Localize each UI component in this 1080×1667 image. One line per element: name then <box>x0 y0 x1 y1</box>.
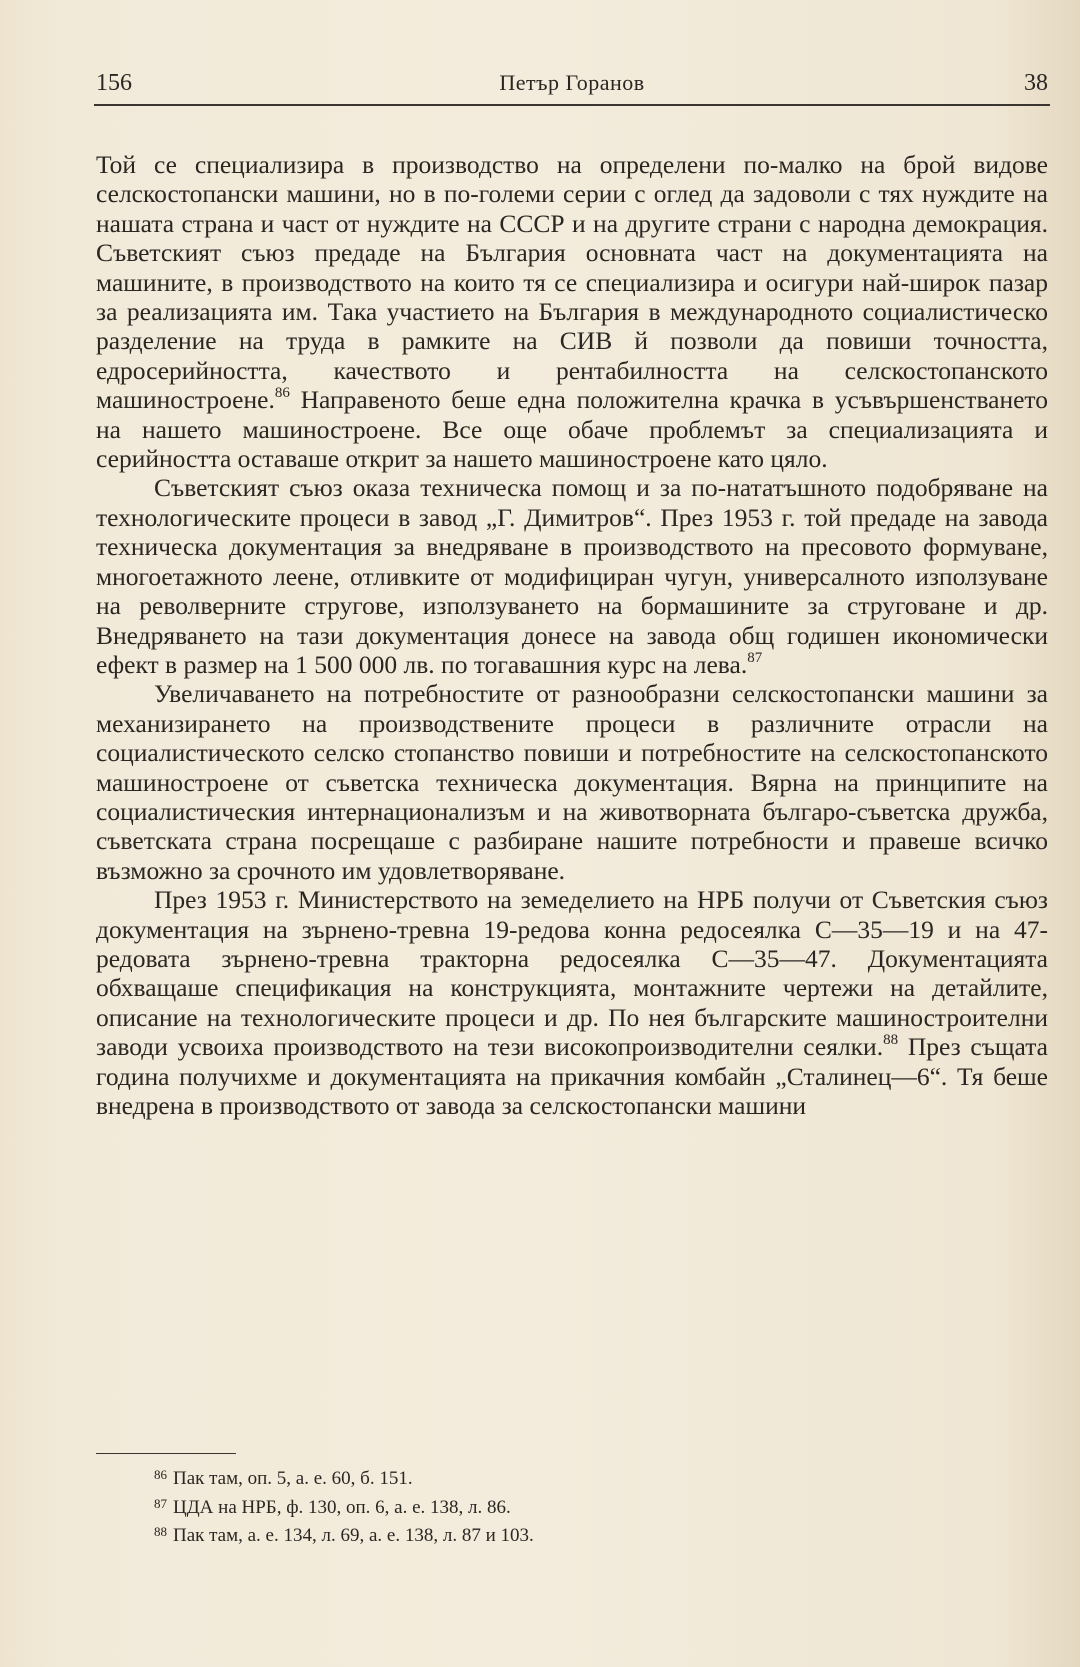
footnotes <box>154 1463 1034 1549</box>
footnote-ref-87: 87 <box>747 649 763 666</box>
header-rule <box>94 104 1050 106</box>
paragraph-2: Съветският съюз оказа техническа помощ и за по-нататъшното подобряване на технологическите процеси в завод „Г. Димитров“. През 1953 г. той предаде на завода техническа документация за внедряване в производството на пресовото формуване, многоетажното леене, отливките от модифициран чугун, универсалното използуване на револверните стругове, използуването на бормашините за струговане и др. Внедряването на тази документация донесе на завода общ годишен икономически ефект в размер на 1 500 000 лв. по тогавашния курс на лева.$^{87}$ <box>96 473 1048 679</box>
running-head <box>96 70 1048 102</box>
main-text <box>96 150 1048 1120</box>
paragraph-1: Той се специализира в производство на определени по-малко на брой видове селскостопански машини, но в по-големи серии с оглед да задоволи с тях нуждите на нашата страна и част от нуждите на СССР и на другите страни с народна демокрация. Съветският съюз предаде на България основната част на документацията на машините, в производството на които тя се специализира и осигури най-широк пазар за реализацията им. Така участието на България в международното социалистическо разделение на труда в рамките на СИВ й позволи да повиши точността, едросерийността, качеството и рентабилността на селскостопанското машиностроене.$^{86}$ Направеното беше една положителна крачка в усъвършенстването на нашето машиностроене. Все още обаче проблемът за специализацията и серийността оставаше открит за нашето машиностроене като цяло. <box>96 150 1048 474</box>
footnote-87: $^{87}$ ЦДА на НРБ, ф. 130, оп. 6, а. е. 138, л. 86. <box>154 1495 511 1518</box>
footnote-86: $^{86}$ Пак там, оп. 5, а. е. 60, б. 151. <box>154 1467 413 1489</box>
footnote-rule <box>96 1453 236 1454</box>
footnote-ref-86: 86 <box>274 385 290 402</box>
running-title: Петър Горанов <box>499 70 645 95</box>
footnote-ref-88: 88 <box>883 1032 899 1049</box>
paragraph-4: През 1953 г. Министерството на земеделието на НРБ получи от Съветския съюз документация на зърнено-тревна 19-редова конна редосеялка С—35—19 и на 47-редовата зърнено-тревна тракторна редосеялка С—35—47. Документацията обхващаше спецификация на конструкцията, монтажните чертежи на детайлите, описание на технологическите процеси и др. По нея българските машиностроителни заводи усвоиха производството на тези високопроизводителни сеялки.$^{88}$ През същата година получихме и документацията на прикачния комбайн „Сталинец—6“. Тя беше внедрена в производството от завода за селскостопански машини <box>96 885 1048 1120</box>
section-number: 38 <box>1024 70 1048 96</box>
paragraph-3: Увеличаването на потребностите от разнообразни селскостопански машини за механизирането на производствените процеси в различните отрасли на социалистическото селско стопанство повиши и потребностите на селскостопанското машиностроене от съветска техническа документация. Вярна на принципите на социалистическия интернационализъм и на животворната българо-съветска дружба, съветската страна посрещаше с разбиране нашите потребности и правеше всичко възможно за срочното им удовлетворяване. <box>96 679 1048 885</box>
footnote-88: $^{88}$ Пак там, а. е. 134, л. 69, а. е. 138, л. 87 и 103. <box>154 1524 534 1546</box>
page-number: 156 <box>96 70 132 96</box>
